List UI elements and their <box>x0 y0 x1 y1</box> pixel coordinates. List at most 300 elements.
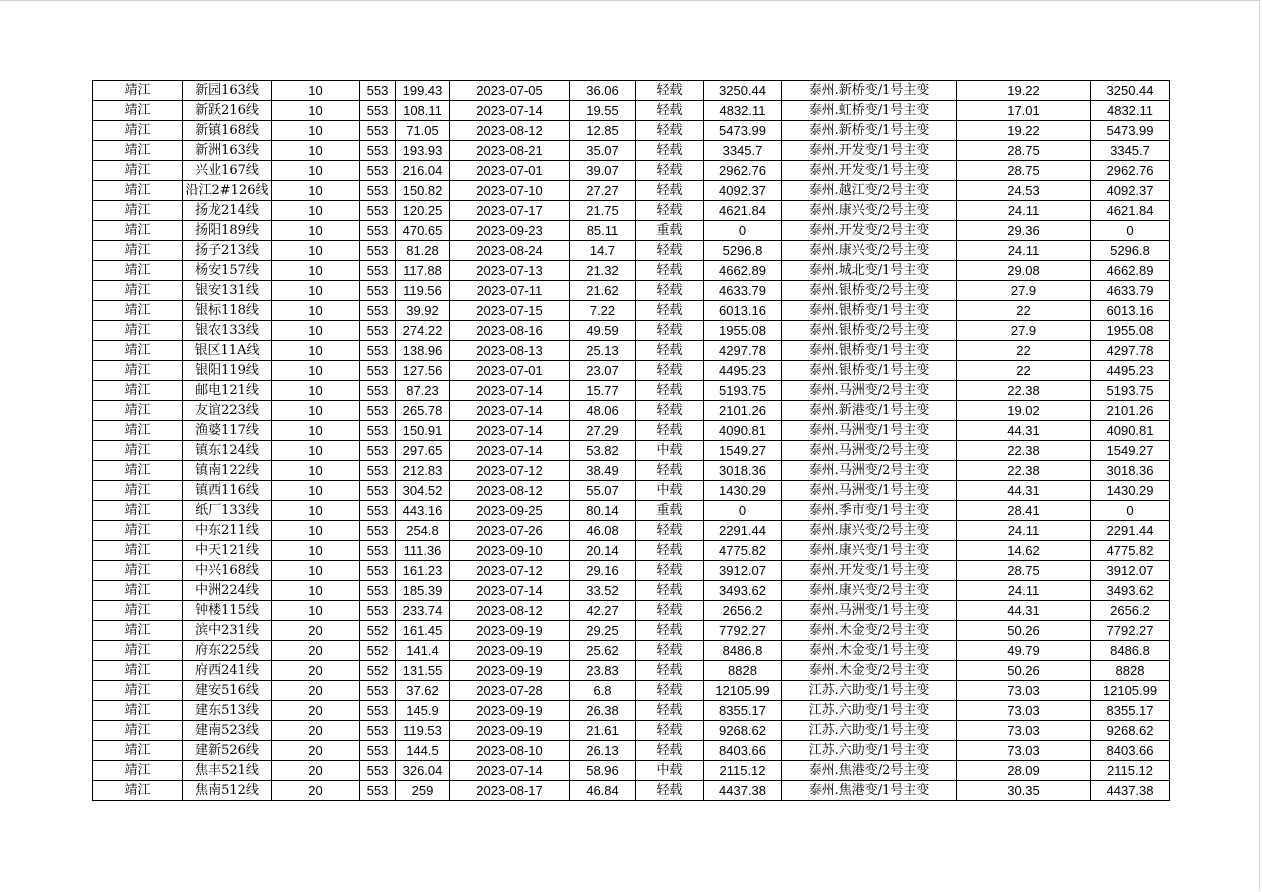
load-status-cell: 轻载 <box>636 721 704 741</box>
date-cell: 2023-08-10 <box>450 741 570 761</box>
rate-cell: 33.52 <box>570 581 636 601</box>
rate-cell: 14.7 <box>570 241 636 261</box>
transformer-rate-cell: 22.38 <box>957 381 1091 401</box>
load-cell: 199.43 <box>396 81 450 101</box>
line-name-cell: 纸厂133线 <box>183 501 272 521</box>
voltage-cell: 10 <box>272 81 360 101</box>
transformer-rate-cell: 22 <box>957 341 1091 361</box>
date-cell: 2023-07-28 <box>450 681 570 701</box>
capacity-cell: 8486.8 <box>704 641 782 661</box>
available-capacity-cell: 3018.36 <box>1091 461 1170 481</box>
load-status-cell: 轻载 <box>636 621 704 641</box>
table-row <box>93 261 1170 281</box>
code-cell: 553 <box>360 681 396 701</box>
load-status-cell: 轻载 <box>636 161 704 181</box>
capacity-cell: 6013.16 <box>704 301 782 321</box>
code-cell: 553 <box>360 401 396 421</box>
district-cell: 靖江 <box>93 101 183 121</box>
code-cell: 553 <box>360 221 396 241</box>
transformer-rate-cell: 14.62 <box>957 541 1091 561</box>
voltage-cell: 20 <box>272 761 360 781</box>
district-cell: 靖江 <box>93 621 183 641</box>
district-cell: 靖江 <box>93 381 183 401</box>
load-cell: 254.8 <box>396 521 450 541</box>
rate-cell: 29.16 <box>570 561 636 581</box>
line-name-cell: 扬子213线 <box>183 241 272 261</box>
transformer-rate-cell: 27.9 <box>957 281 1091 301</box>
voltage-cell: 20 <box>272 781 360 801</box>
line-name-cell: 新跃216线 <box>183 101 272 121</box>
code-cell: 553 <box>360 761 396 781</box>
rate-cell: 23.07 <box>570 361 636 381</box>
transformer-cell: 泰州.开发变/1号主变 <box>782 161 957 181</box>
date-cell: 2023-09-19 <box>450 661 570 681</box>
line-name-cell: 新镇168线 <box>183 121 272 141</box>
available-capacity-cell: 3912.07 <box>1091 561 1170 581</box>
line-name-cell: 府东225线 <box>183 641 272 661</box>
district-cell: 靖江 <box>93 641 183 661</box>
transformer-cell: 江苏.六助变/1号主变 <box>782 721 957 741</box>
voltage-cell: 10 <box>272 201 360 221</box>
voltage-cell: 20 <box>272 701 360 721</box>
available-capacity-cell: 4633.79 <box>1091 281 1170 301</box>
load-status-cell: 轻载 <box>636 661 704 681</box>
load-cell: 131.55 <box>396 661 450 681</box>
date-cell: 2023-07-13 <box>450 261 570 281</box>
transformer-cell: 泰州.越江变/2号主变 <box>782 181 957 201</box>
line-name-cell: 沿江2#126线 <box>183 181 272 201</box>
transformer-rate-cell: 24.53 <box>957 181 1091 201</box>
date-cell: 2023-08-12 <box>450 121 570 141</box>
district-cell: 靖江 <box>93 481 183 501</box>
available-capacity-cell: 5473.99 <box>1091 121 1170 141</box>
capacity-cell: 3912.07 <box>704 561 782 581</box>
table-row <box>93 561 1170 581</box>
available-capacity-cell: 0 <box>1091 501 1170 521</box>
voltage-cell: 10 <box>272 121 360 141</box>
line-name-cell: 焦丰521线 <box>183 761 272 781</box>
load-status-cell: 轻载 <box>636 281 704 301</box>
table-row <box>93 641 1170 661</box>
code-cell: 553 <box>360 701 396 721</box>
rate-cell: 25.62 <box>570 641 636 661</box>
table-row <box>93 621 1170 641</box>
transformer-cell: 泰州.康兴变/2号主变 <box>782 581 957 601</box>
rate-cell: 23.83 <box>570 661 636 681</box>
line-name-cell: 扬龙214线 <box>183 201 272 221</box>
load-status-cell: 轻载 <box>636 561 704 581</box>
district-cell: 靖江 <box>93 321 183 341</box>
code-cell: 553 <box>360 561 396 581</box>
date-cell: 2023-07-12 <box>450 561 570 581</box>
date-cell: 2023-08-21 <box>450 141 570 161</box>
transformer-cell: 泰州.马洲变/2号主变 <box>782 461 957 481</box>
transformer-cell: 泰州.银桥变/2号主变 <box>782 321 957 341</box>
available-capacity-cell: 4662.89 <box>1091 261 1170 281</box>
date-cell: 2023-07-05 <box>450 81 570 101</box>
transformer-cell: 泰州.木金变/2号主变 <box>782 621 957 641</box>
transformer-cell: 泰州.开发变/1号主变 <box>782 141 957 161</box>
voltage-cell: 10 <box>272 221 360 241</box>
code-cell: 553 <box>360 341 396 361</box>
table-row <box>93 781 1170 801</box>
table-row <box>93 281 1170 301</box>
table-row <box>93 461 1170 481</box>
transformer-cell: 泰州.马洲变/1号主变 <box>782 481 957 501</box>
available-capacity-cell: 6013.16 <box>1091 301 1170 321</box>
transformer-cell: 泰州.开发变/2号主变 <box>782 221 957 241</box>
capacity-cell: 7792.27 <box>704 621 782 641</box>
available-capacity-cell: 8403.66 <box>1091 741 1170 761</box>
rate-cell: 20.14 <box>570 541 636 561</box>
district-cell: 靖江 <box>93 581 183 601</box>
capacity-cell: 2656.2 <box>704 601 782 621</box>
table-row <box>93 181 1170 201</box>
capacity-cell: 4633.79 <box>704 281 782 301</box>
capacity-cell: 4495.23 <box>704 361 782 381</box>
available-capacity-cell: 2101.26 <box>1091 401 1170 421</box>
transformer-cell: 泰州.康兴变/2号主变 <box>782 521 957 541</box>
rate-cell: 21.75 <box>570 201 636 221</box>
line-name-cell: 建东513线 <box>183 701 272 721</box>
table-row <box>93 301 1170 321</box>
rate-cell: 85.11 <box>570 221 636 241</box>
load-cell: 119.56 <box>396 281 450 301</box>
transformer-rate-cell: 22 <box>957 361 1091 381</box>
line-name-cell: 镇南122线 <box>183 461 272 481</box>
available-capacity-cell: 4495.23 <box>1091 361 1170 381</box>
district-cell: 靖江 <box>93 221 183 241</box>
capacity-cell: 8403.66 <box>704 741 782 761</box>
table-row <box>93 741 1170 761</box>
load-cell: 108.11 <box>396 101 450 121</box>
capacity-cell: 5473.99 <box>704 121 782 141</box>
district-cell: 靖江 <box>93 201 183 221</box>
capacity-cell: 2291.44 <box>704 521 782 541</box>
load-cell: 265.78 <box>396 401 450 421</box>
capacity-cell: 4297.78 <box>704 341 782 361</box>
load-status-cell: 轻载 <box>636 361 704 381</box>
code-cell: 553 <box>360 461 396 481</box>
rate-cell: 6.8 <box>570 681 636 701</box>
transformer-cell: 泰州.康兴变/2号主变 <box>782 241 957 261</box>
table-row <box>93 121 1170 141</box>
load-status-cell: 轻载 <box>636 581 704 601</box>
load-status-cell: 轻载 <box>636 381 704 401</box>
line-name-cell: 银农133线 <box>183 321 272 341</box>
available-capacity-cell: 3250.44 <box>1091 81 1170 101</box>
capacity-cell: 5296.8 <box>704 241 782 261</box>
available-capacity-cell: 1549.27 <box>1091 441 1170 461</box>
date-cell: 2023-09-19 <box>450 721 570 741</box>
district-cell: 靖江 <box>93 521 183 541</box>
rate-cell: 12.85 <box>570 121 636 141</box>
district-cell: 靖江 <box>93 541 183 561</box>
capacity-cell: 1549.27 <box>704 441 782 461</box>
line-name-cell: 银区11A线 <box>183 341 272 361</box>
code-cell: 553 <box>360 321 396 341</box>
available-capacity-cell: 4297.78 <box>1091 341 1170 361</box>
table-row <box>93 381 1170 401</box>
capacity-cell: 4621.84 <box>704 201 782 221</box>
voltage-cell: 20 <box>272 641 360 661</box>
line-name-cell: 兴业167线 <box>183 161 272 181</box>
code-cell: 553 <box>360 161 396 181</box>
line-name-cell: 中天121线 <box>183 541 272 561</box>
rate-cell: 7.22 <box>570 301 636 321</box>
transformer-cell: 江苏.六助变/1号主变 <box>782 681 957 701</box>
load-cell: 443.16 <box>396 501 450 521</box>
voltage-cell: 10 <box>272 401 360 421</box>
load-cell: 37.62 <box>396 681 450 701</box>
capacity-cell: 1955.08 <box>704 321 782 341</box>
table-row <box>93 421 1170 441</box>
transformer-rate-cell: 50.26 <box>957 621 1091 641</box>
available-capacity-cell: 4090.81 <box>1091 421 1170 441</box>
load-status-cell: 轻载 <box>636 141 704 161</box>
load-cell: 87.23 <box>396 381 450 401</box>
voltage-cell: 10 <box>272 321 360 341</box>
voltage-cell: 20 <box>272 741 360 761</box>
load-cell: 111.36 <box>396 541 450 561</box>
table-row <box>93 221 1170 241</box>
rate-cell: 42.27 <box>570 601 636 621</box>
load-status-cell: 轻载 <box>636 421 704 441</box>
load-status-cell: 重载 <box>636 221 704 241</box>
transformer-cell: 泰州.焦港变/1号主变 <box>782 781 957 801</box>
load-cell: 233.74 <box>396 601 450 621</box>
rate-cell: 49.59 <box>570 321 636 341</box>
transformer-cell: 江苏.六助变/1号主变 <box>782 701 957 721</box>
transformer-rate-cell: 50.26 <box>957 661 1091 681</box>
transformer-rate-cell: 24.11 <box>957 521 1091 541</box>
district-cell: 靖江 <box>93 701 183 721</box>
load-status-cell: 轻载 <box>636 461 704 481</box>
rate-cell: 39.07 <box>570 161 636 181</box>
date-cell: 2023-08-12 <box>450 601 570 621</box>
voltage-cell: 10 <box>272 441 360 461</box>
date-cell: 2023-07-10 <box>450 181 570 201</box>
code-cell: 552 <box>360 661 396 681</box>
load-cell: 119.53 <box>396 721 450 741</box>
code-cell: 553 <box>360 781 396 801</box>
load-cell: 150.82 <box>396 181 450 201</box>
load-cell: 117.88 <box>396 261 450 281</box>
transformer-rate-cell: 24.11 <box>957 581 1091 601</box>
capacity-cell: 3493.62 <box>704 581 782 601</box>
line-name-cell: 府西241线 <box>183 661 272 681</box>
date-cell: 2023-07-12 <box>450 461 570 481</box>
voltage-cell: 10 <box>272 501 360 521</box>
voltage-cell: 10 <box>272 521 360 541</box>
rate-cell: 53.82 <box>570 441 636 461</box>
load-status-cell: 轻载 <box>636 241 704 261</box>
transformer-rate-cell: 73.03 <box>957 701 1091 721</box>
capacity-cell: 4437.38 <box>704 781 782 801</box>
table-row <box>93 361 1170 381</box>
capacity-cell: 9268.62 <box>704 721 782 741</box>
available-capacity-cell: 1430.29 <box>1091 481 1170 501</box>
date-cell: 2023-07-01 <box>450 361 570 381</box>
date-cell: 2023-07-14 <box>450 421 570 441</box>
capacity-cell: 8828 <box>704 661 782 681</box>
code-cell: 553 <box>360 121 396 141</box>
transformer-rate-cell: 27.9 <box>957 321 1091 341</box>
rate-cell: 80.14 <box>570 501 636 521</box>
line-name-cell: 银安131线 <box>183 281 272 301</box>
table-row <box>93 241 1170 261</box>
load-status-cell: 重载 <box>636 501 704 521</box>
district-cell: 靖江 <box>93 501 183 521</box>
available-capacity-cell: 2656.2 <box>1091 601 1170 621</box>
voltage-cell: 20 <box>272 621 360 641</box>
district-cell: 靖江 <box>93 281 183 301</box>
line-name-cell: 钟楼115线 <box>183 601 272 621</box>
load-cell: 216.04 <box>396 161 450 181</box>
voltage-cell: 10 <box>272 241 360 261</box>
load-cell: 127.56 <box>396 361 450 381</box>
load-cell: 161.23 <box>396 561 450 581</box>
transformer-cell: 泰州.新桥变/1号主变 <box>782 81 957 101</box>
voltage-cell: 10 <box>272 461 360 481</box>
available-capacity-cell: 4775.82 <box>1091 541 1170 561</box>
table-row <box>93 441 1170 461</box>
load-cell: 185.39 <box>396 581 450 601</box>
transformer-cell: 泰州.银桥变/1号主变 <box>782 341 957 361</box>
line-name-cell: 建南523线 <box>183 721 272 741</box>
date-cell: 2023-07-14 <box>450 581 570 601</box>
transformer-rate-cell: 29.08 <box>957 261 1091 281</box>
available-capacity-cell: 8486.8 <box>1091 641 1170 661</box>
rate-cell: 21.62 <box>570 281 636 301</box>
load-cell: 193.93 <box>396 141 450 161</box>
voltage-cell: 10 <box>272 601 360 621</box>
load-cell: 259 <box>396 781 450 801</box>
transformer-rate-cell: 17.01 <box>957 101 1091 121</box>
code-cell: 553 <box>360 541 396 561</box>
table-row <box>93 581 1170 601</box>
transformer-rate-cell: 73.03 <box>957 741 1091 761</box>
line-name-cell: 银标118线 <box>183 301 272 321</box>
district-cell: 靖江 <box>93 341 183 361</box>
table-row <box>93 141 1170 161</box>
rate-cell: 46.84 <box>570 781 636 801</box>
voltage-cell: 10 <box>272 281 360 301</box>
date-cell: 2023-07-01 <box>450 161 570 181</box>
district-cell: 靖江 <box>93 441 183 461</box>
date-cell: 2023-09-23 <box>450 221 570 241</box>
line-name-cell: 建安516线 <box>183 681 272 701</box>
code-cell: 553 <box>360 421 396 441</box>
load-cell: 120.25 <box>396 201 450 221</box>
transformer-cell: 泰州.马洲变/2号主变 <box>782 381 957 401</box>
load-cell: 145.9 <box>396 701 450 721</box>
load-status-cell: 轻载 <box>636 301 704 321</box>
table-row <box>93 541 1170 561</box>
capacity-cell: 0 <box>704 501 782 521</box>
available-capacity-cell: 5296.8 <box>1091 241 1170 261</box>
date-cell: 2023-07-14 <box>450 401 570 421</box>
capacity-cell: 4092.37 <box>704 181 782 201</box>
transformer-rate-cell: 24.11 <box>957 201 1091 221</box>
load-status-cell: 轻载 <box>636 101 704 121</box>
rate-cell: 15.77 <box>570 381 636 401</box>
transformer-rate-cell: 22.38 <box>957 461 1091 481</box>
code-cell: 553 <box>360 721 396 741</box>
transformer-rate-cell: 44.31 <box>957 601 1091 621</box>
line-name-cell: 中东211线 <box>183 521 272 541</box>
district-cell: 靖江 <box>93 301 183 321</box>
transformer-cell: 泰州.马洲变/2号主变 <box>782 441 957 461</box>
transformer-cell: 泰州.木金变/2号主变 <box>782 661 957 681</box>
load-status-cell: 轻载 <box>636 321 704 341</box>
transformer-rate-cell: 19.22 <box>957 121 1091 141</box>
code-cell: 553 <box>360 141 396 161</box>
code-cell: 553 <box>360 441 396 461</box>
load-status-cell: 轻载 <box>636 201 704 221</box>
transformer-rate-cell: 24.11 <box>957 241 1091 261</box>
district-cell: 靖江 <box>93 81 183 101</box>
district-cell: 靖江 <box>93 181 183 201</box>
available-capacity-cell: 4092.37 <box>1091 181 1170 201</box>
capacity-cell: 4775.82 <box>704 541 782 561</box>
transformer-rate-cell: 73.03 <box>957 721 1091 741</box>
voltage-cell: 20 <box>272 661 360 681</box>
rate-cell: 19.55 <box>570 101 636 121</box>
load-status-cell: 轻载 <box>636 701 704 721</box>
load-status-cell: 轻载 <box>636 521 704 541</box>
date-cell: 2023-09-19 <box>450 641 570 661</box>
transformer-cell: 泰州.新桥变/1号主变 <box>782 121 957 141</box>
transformer-cell: 泰州.银桥变/1号主变 <box>782 361 957 381</box>
transformer-cell: 泰州.康兴变/2号主变 <box>782 201 957 221</box>
district-cell: 靖江 <box>93 601 183 621</box>
voltage-cell: 10 <box>272 341 360 361</box>
available-capacity-cell: 1955.08 <box>1091 321 1170 341</box>
line-name-cell: 中兴168线 <box>183 561 272 581</box>
voltage-cell: 10 <box>272 181 360 201</box>
table-row <box>93 681 1170 701</box>
available-capacity-cell: 4832.11 <box>1091 101 1170 121</box>
available-capacity-cell: 8355.17 <box>1091 701 1170 721</box>
table-row <box>93 81 1170 101</box>
transformer-cell: 泰州.木金变/1号主变 <box>782 641 957 661</box>
code-cell: 553 <box>360 501 396 521</box>
available-capacity-cell: 8828 <box>1091 661 1170 681</box>
district-cell: 靖江 <box>93 781 183 801</box>
voltage-cell: 20 <box>272 721 360 741</box>
capacity-cell: 2962.76 <box>704 161 782 181</box>
voltage-cell: 10 <box>272 581 360 601</box>
rate-cell: 58.96 <box>570 761 636 781</box>
district-cell: 靖江 <box>93 461 183 481</box>
transformer-cell: 泰州.城北变/1号主变 <box>782 261 957 281</box>
transformer-cell: 泰州.焦港变/2号主变 <box>782 761 957 781</box>
voltage-cell: 10 <box>272 161 360 181</box>
capacity-cell: 2101.26 <box>704 401 782 421</box>
transformer-cell: 泰州.虹桥变/1号主变 <box>782 101 957 121</box>
load-status-cell: 轻载 <box>636 781 704 801</box>
transformer-rate-cell: 73.03 <box>957 681 1091 701</box>
line-name-cell: 建新526线 <box>183 741 272 761</box>
table-body <box>93 81 1170 801</box>
load-cell: 274.22 <box>396 321 450 341</box>
voltage-cell: 10 <box>272 301 360 321</box>
transformer-rate-cell: 22.38 <box>957 441 1091 461</box>
table-row <box>93 661 1170 681</box>
transformer-rate-cell: 22 <box>957 301 1091 321</box>
date-cell: 2023-07-26 <box>450 521 570 541</box>
